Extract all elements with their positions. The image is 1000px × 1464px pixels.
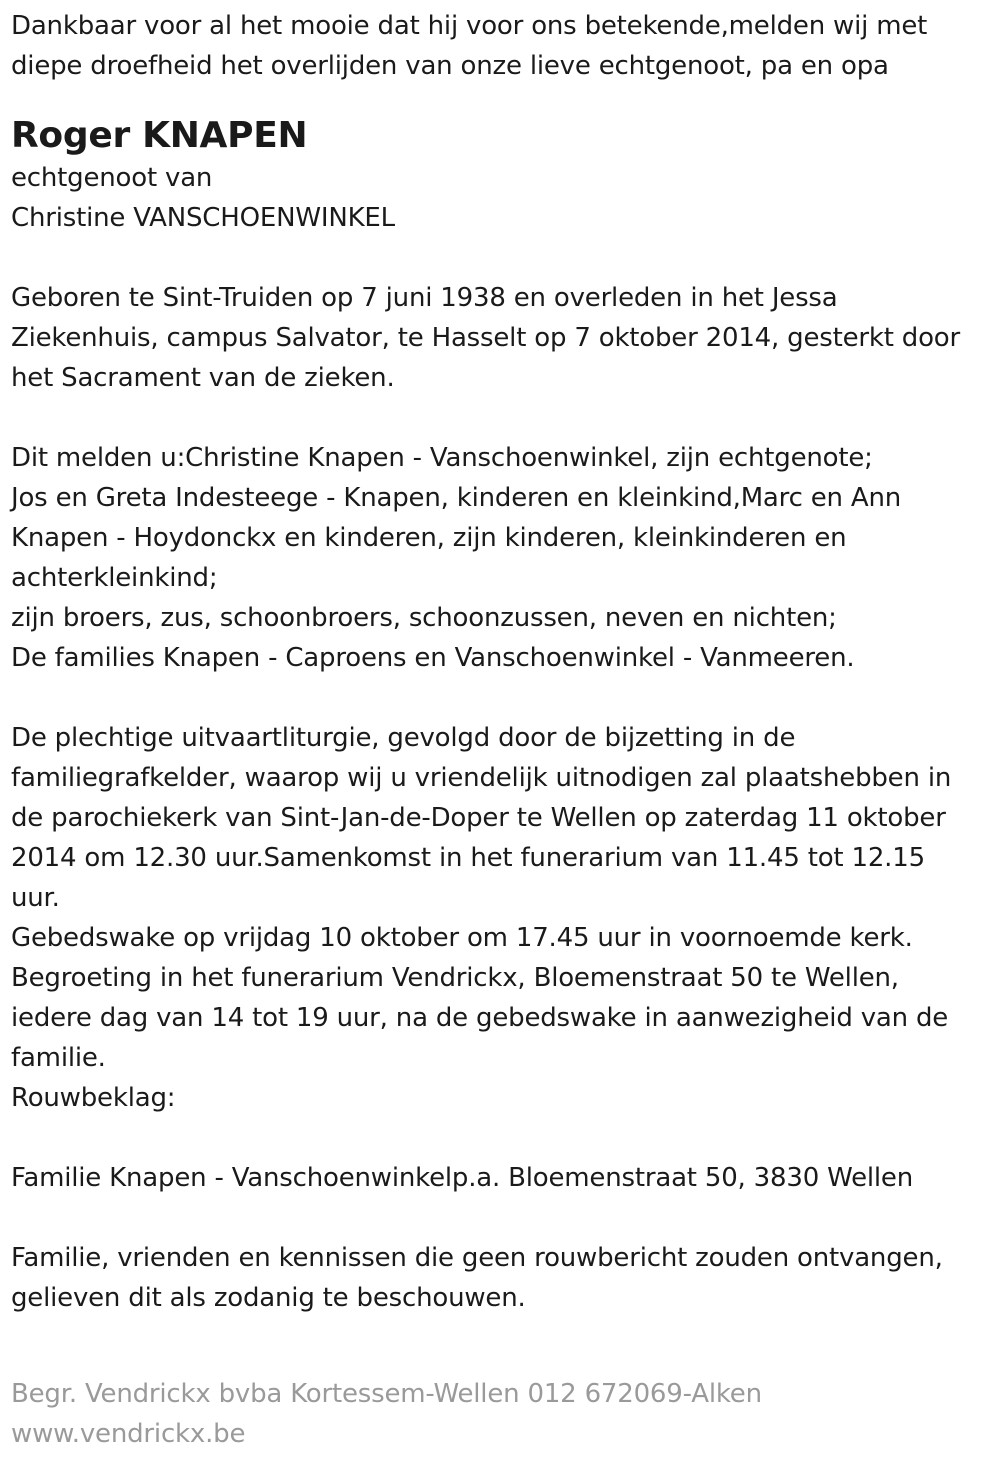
funeral-line: familiegrafkelder, waarop wij u vriendelijk uitnodigen zal plaatshebben in xyxy=(11,763,952,793)
undertaker-website: www.vendrickx.be xyxy=(11,1419,246,1449)
birth-death-line: Ziekenhuis, campus Salvator, te Hasselt op 7 oktober 2014, gesterkt door xyxy=(11,323,960,353)
condolence-address-paragraph xyxy=(11,1158,991,1198)
birth-death-line: het Sacrament van de zieken. xyxy=(11,363,395,393)
funeral-line: de parochiekerk van Sint-Jan-de-Doper te Wellen op zaterdag 11 oktober xyxy=(11,803,946,833)
announcers-line: zijn broers, zus, schoonbroers, schoonzussen, neven en nichten; xyxy=(11,603,837,633)
undertaker-info: Begr. Vendrickx bvba Kortessem-Wellen 012 672069-Alken xyxy=(11,1379,762,1409)
intro-line: diepe droefheid het overlijden van onze lieve echtgenoot, pa en opa xyxy=(11,51,889,81)
funeral-line: Begroeting in het funerarium Vendrickx, Bloemenstraat 50 te Wellen, xyxy=(11,963,899,993)
announcers-line: achterkleinkind; xyxy=(11,563,218,593)
intro-paragraph xyxy=(11,6,991,86)
announcers-line: Knapen - Hoydonckx en kinderen, zijn kinderen, kleinkinderen en xyxy=(11,523,847,553)
obituary-notice xyxy=(11,6,991,1318)
announcers-paragraph xyxy=(11,438,991,678)
announcers-line: Dit melden u:Christine Knapen - Vanschoenwinkel, zijn echtgenote; xyxy=(11,443,873,473)
closing-line: Familie, vrienden en kennissen die geen rouwbericht zouden ontvangen, xyxy=(11,1243,943,1273)
announcers-line: De families Knapen - Caproens en Vanschoenwinkel - Vanmeeren. xyxy=(11,643,855,673)
spouse-label: echtgenoot van xyxy=(11,163,213,193)
funeral-line: familie. xyxy=(11,1043,106,1073)
intro-line: Dankbaar voor al het mooie dat hij voor ons betekende,melden wij met xyxy=(11,11,928,41)
closing-line: gelieven dit als zodanig te beschouwen. xyxy=(11,1283,526,1313)
funeral-line: iedere dag van 14 tot 19 uur, na de gebedswake in aanwezigheid van de xyxy=(11,1003,949,1033)
funeral-line: 2014 om 12.30 uur.Samenkomst in het funerarium van 11.45 tot 12.15 xyxy=(11,843,925,873)
condolence-label: Rouwbeklag: xyxy=(11,1083,176,1113)
funeral-line: uur. xyxy=(11,883,60,913)
funeral-line: De plechtige uitvaartliturgie, gevolgd door de bijzetting in de xyxy=(11,723,796,753)
undertaker-footer xyxy=(11,1374,762,1454)
spouse-name: Christine VANSCHOENWINKEL xyxy=(11,203,395,233)
announcers-line: Jos en Greta Indesteege - Knapen, kinderen en kleinkind,Marc en Ann xyxy=(11,483,902,513)
deceased-name: Roger KNAPEN xyxy=(11,115,308,156)
birth-death-line: Geboren te Sint-Truiden op 7 juni 1938 en overleden in het Jessa xyxy=(11,283,838,313)
funeral-line: Gebedswake op vrijdag 10 oktober om 17.45 uur in voornoemde kerk. xyxy=(11,923,913,953)
funeral-paragraph xyxy=(11,718,991,1118)
condolence-address: Familie Knapen - Vanschoenwinkelp.a. Bloemenstraat 50, 3830 Wellen xyxy=(11,1163,914,1193)
closing-paragraph xyxy=(11,1238,991,1318)
birth-death-paragraph xyxy=(11,278,991,398)
spouse-section xyxy=(11,158,991,238)
